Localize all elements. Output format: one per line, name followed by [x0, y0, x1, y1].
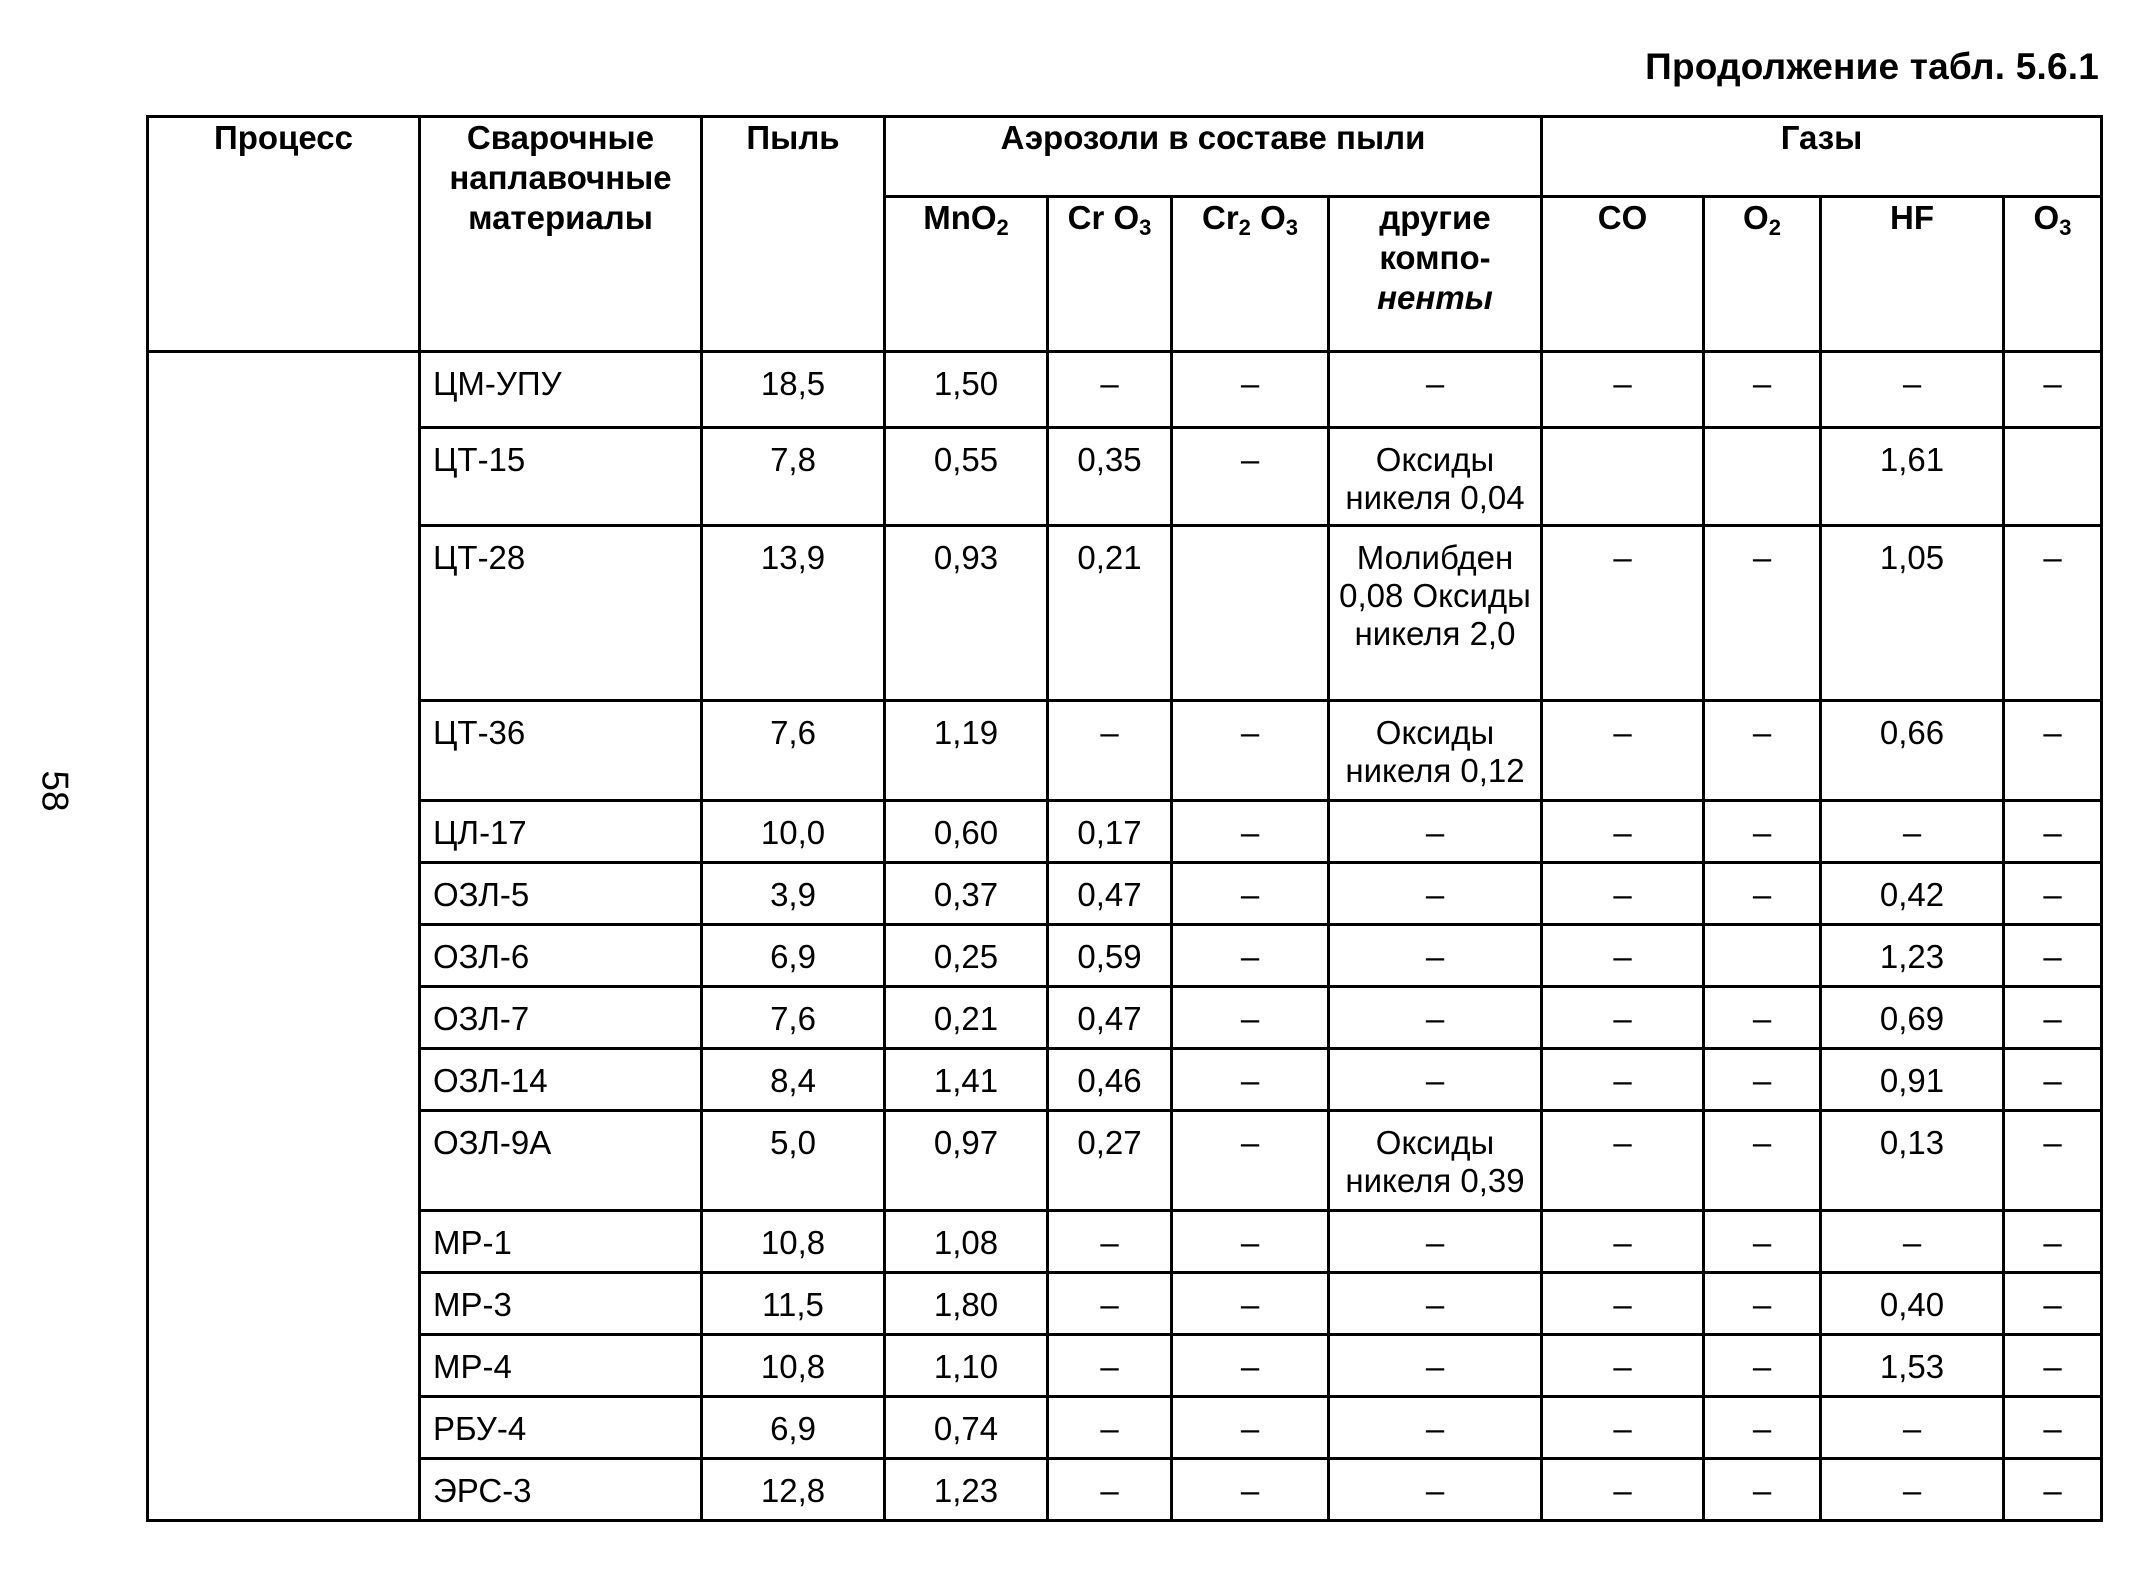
- cell-o2: –: [1704, 1049, 1821, 1111]
- cell-other: –: [1329, 1397, 1542, 1459]
- cell-o3: –: [2004, 1211, 2102, 1273]
- cell-o3: –: [2004, 925, 2102, 987]
- cell-co: –: [1542, 1335, 1704, 1397]
- cell-other: –: [1329, 1335, 1542, 1397]
- table-caption: Продолжение табл. 5.6.1: [1645, 46, 2099, 87]
- cell-hf: –: [1821, 1211, 2004, 1273]
- header-gases: Газы: [1542, 117, 2102, 197]
- cell-o3: –: [2004, 1111, 2102, 1211]
- table-row: [148, 987, 2102, 1049]
- header-materials: Сварочные наплавочные материалы: [420, 117, 702, 352]
- table-row: [148, 863, 2102, 925]
- cell-dust: 7,8: [702, 428, 885, 526]
- cell-o3: –: [2004, 863, 2102, 925]
- cell-hf: 1,05: [1821, 526, 2004, 701]
- cell-o3: –: [2004, 1397, 2102, 1459]
- header-process: Процесс: [148, 117, 420, 352]
- cell-other: Оксиды никеля 0,04: [1329, 428, 1542, 526]
- cell-cro3: –: [1048, 1211, 1172, 1273]
- cell-cro3: –: [1048, 701, 1172, 801]
- cell-material: ЦТ-28: [420, 526, 702, 701]
- cell-o2: –: [1704, 1111, 1821, 1211]
- cell-material: МР-3: [420, 1273, 702, 1335]
- cell-co: –: [1542, 1111, 1704, 1211]
- header-mno2: MnO$_2$: [885, 197, 1048, 352]
- header-o2: $O_2$: [1704, 197, 1821, 352]
- cell-cr2o3: –: [1172, 1459, 1329, 1521]
- cell-co: –: [1542, 701, 1704, 801]
- table-row: [148, 1335, 2102, 1397]
- cell-cr2o3: –: [1172, 1111, 1329, 1211]
- table-row: [148, 1397, 2102, 1459]
- cell-co: –: [1542, 1397, 1704, 1459]
- cell-material: ЭРС-3: [420, 1459, 702, 1521]
- cell-material: ОЗЛ-7: [420, 987, 702, 1049]
- cell-hf: 0,66: [1821, 701, 2004, 801]
- cell-hf: 1,61: [1821, 428, 2004, 526]
- cell-co: –: [1542, 863, 1704, 925]
- header-row-1: [148, 117, 2102, 197]
- cell-other: –: [1329, 1273, 1542, 1335]
- cell-mno2: 0,21: [885, 987, 1048, 1049]
- cell-mno2: 1,23: [885, 1459, 1048, 1521]
- cell-material: МР-4: [420, 1335, 702, 1397]
- cell-dust: 5,0: [702, 1111, 885, 1211]
- page-number: 58: [34, 770, 76, 812]
- header-hf: HF: [1821, 197, 2004, 352]
- cell-cro3: –: [1048, 1397, 1172, 1459]
- cell-co: –: [1542, 1049, 1704, 1111]
- cell-hf: 1,53: [1821, 1335, 2004, 1397]
- cell-dust: 10,8: [702, 1211, 885, 1273]
- table-row: [148, 1273, 2102, 1335]
- cell-o3: –: [2004, 1335, 2102, 1397]
- cell-material: РБУ-4: [420, 1397, 702, 1459]
- cell-mno2: 0,60: [885, 801, 1048, 863]
- cell-cro3: –: [1048, 1459, 1172, 1521]
- cell-material: ЦТ-15: [420, 428, 702, 526]
- cell-o3: –: [2004, 1273, 2102, 1335]
- cell-mno2: 1,19: [885, 701, 1048, 801]
- cell-co: –: [1542, 925, 1704, 987]
- cell-other: –: [1329, 801, 1542, 863]
- cell-mno2: 1,08: [885, 1211, 1048, 1273]
- cell-cr2o3: –: [1172, 925, 1329, 987]
- cell-o2: –: [1704, 1273, 1821, 1335]
- header-cr2o3: $Cr_2$ $O_3$: [1172, 197, 1329, 352]
- cell-cro3: –: [1048, 1335, 1172, 1397]
- header-aerosols: Аэрозоли в составе пыли: [885, 117, 1542, 197]
- cell-o2: –: [1704, 987, 1821, 1049]
- cell-dust: 18,5: [702, 352, 885, 428]
- cell-other: –: [1329, 925, 1542, 987]
- cell-hf: –: [1821, 801, 2004, 863]
- cell-co: –: [1542, 1273, 1704, 1335]
- cell-hf: 0,69: [1821, 987, 2004, 1049]
- cell-cr2o3: –: [1172, 352, 1329, 428]
- header-cro3: Cr $O_3$: [1048, 197, 1172, 352]
- cell-o3: [2004, 428, 2102, 526]
- cell-dust: 8,4: [702, 1049, 885, 1111]
- cell-cr2o3: –: [1172, 987, 1329, 1049]
- cell-o2: –: [1704, 352, 1821, 428]
- cell-mno2: 1,10: [885, 1335, 1048, 1397]
- cell-o2: –: [1704, 863, 1821, 925]
- cell-other: –: [1329, 1049, 1542, 1111]
- cell-o3: –: [2004, 1459, 2102, 1521]
- table-row: [148, 1459, 2102, 1521]
- cell-cro3: 0,47: [1048, 987, 1172, 1049]
- cell-co: –: [1542, 801, 1704, 863]
- cell-co: [1542, 428, 1704, 526]
- cell-co: –: [1542, 526, 1704, 701]
- cell-o3: –: [2004, 352, 2102, 428]
- cell-cr2o3: [1172, 526, 1329, 701]
- cell-mno2: 0,97: [885, 1111, 1048, 1211]
- cell-o2: –: [1704, 1459, 1821, 1521]
- cell-cro3: 0,17: [1048, 801, 1172, 863]
- cell-cro3: –: [1048, 1273, 1172, 1335]
- cell-cr2o3: –: [1172, 1211, 1329, 1273]
- cell-hf: 0,40: [1821, 1273, 2004, 1335]
- cell-material: ЦТ-36: [420, 701, 702, 801]
- cell-dust: 10,8: [702, 1335, 885, 1397]
- header-co: CO: [1542, 197, 1704, 352]
- cell-dust: 3,9: [702, 863, 885, 925]
- cell-cro3: 0,35: [1048, 428, 1172, 526]
- cell-cr2o3: –: [1172, 1049, 1329, 1111]
- cell-other: –: [1329, 352, 1542, 428]
- header-other-components: другие компо- ненты: [1329, 197, 1542, 352]
- cell-co: –: [1542, 1211, 1704, 1273]
- cell-mno2: 1,41: [885, 1049, 1048, 1111]
- cell-cr2o3: –: [1172, 701, 1329, 801]
- cell-o2: –: [1704, 1397, 1821, 1459]
- emissions-table: [146, 115, 2103, 1522]
- cell-cro3: 0,47: [1048, 863, 1172, 925]
- table-row: [148, 526, 2102, 701]
- cell-cro3: 0,27: [1048, 1111, 1172, 1211]
- cell-hf: 1,23: [1821, 925, 2004, 987]
- cell-material: ЦЛ-17: [420, 801, 702, 863]
- cell-mno2: 0,55: [885, 428, 1048, 526]
- cell-o3: –: [2004, 1049, 2102, 1111]
- cell-dust: 10,0: [702, 801, 885, 863]
- table-row: [148, 801, 2102, 863]
- cell-dust: 11,5: [702, 1273, 885, 1335]
- cell-cr2o3: –: [1172, 863, 1329, 925]
- table-row: [148, 352, 2102, 428]
- process-cell: [148, 352, 420, 1521]
- cell-co: –: [1542, 987, 1704, 1049]
- cell-other: –: [1329, 987, 1542, 1049]
- cell-o2: [1704, 925, 1821, 987]
- cell-cro3: 0,59: [1048, 925, 1172, 987]
- header-o3: $O_3$: [2004, 197, 2102, 352]
- cell-other: Оксиды никеля 0,12: [1329, 701, 1542, 801]
- cell-material: ЦМ-УПУ: [420, 352, 702, 428]
- table-row: [148, 1211, 2102, 1273]
- cell-co: –: [1542, 1459, 1704, 1521]
- cell-o3: –: [2004, 987, 2102, 1049]
- cell-hf: –: [1821, 1459, 2004, 1521]
- cell-material: ОЗЛ-5: [420, 863, 702, 925]
- cell-cr2o3: –: [1172, 428, 1329, 526]
- cell-o2: [1704, 428, 1821, 526]
- cell-o2: –: [1704, 526, 1821, 701]
- table-row: [148, 1111, 2102, 1211]
- cell-dust: 12,8: [702, 1459, 885, 1521]
- cell-hf: –: [1821, 352, 2004, 428]
- table-row: [148, 701, 2102, 801]
- cell-dust: 7,6: [702, 987, 885, 1049]
- cell-o3: –: [2004, 701, 2102, 801]
- cell-o2: –: [1704, 701, 1821, 801]
- cell-o2: –: [1704, 1211, 1821, 1273]
- cell-cr2o3: –: [1172, 1335, 1329, 1397]
- cell-other: Молибден 0,08 Оксиды никеля 2,0: [1329, 526, 1542, 701]
- cell-mno2: 1,80: [885, 1273, 1048, 1335]
- cell-mno2: 0,37: [885, 863, 1048, 925]
- cell-hf: 0,13: [1821, 1111, 2004, 1211]
- cell-cro3: 0,21: [1048, 526, 1172, 701]
- cell-material: ОЗЛ-9А: [420, 1111, 702, 1211]
- cell-other: –: [1329, 863, 1542, 925]
- cell-co: –: [1542, 352, 1704, 428]
- cell-material: ОЗЛ-6: [420, 925, 702, 987]
- cell-dust: 6,9: [702, 925, 885, 987]
- cell-other: Оксиды никеля 0,39: [1329, 1111, 1542, 1211]
- cell-cr2o3: –: [1172, 1397, 1329, 1459]
- cell-cr2o3: –: [1172, 1273, 1329, 1335]
- cell-other: –: [1329, 1211, 1542, 1273]
- cell-mno2: 0,93: [885, 526, 1048, 701]
- cell-hf: 0,42: [1821, 863, 2004, 925]
- cell-o2: –: [1704, 1335, 1821, 1397]
- cell-mno2: 1,50: [885, 352, 1048, 428]
- cell-dust: 7,6: [702, 701, 885, 801]
- cell-other: –: [1329, 1459, 1542, 1521]
- cell-dust: 6,9: [702, 1397, 885, 1459]
- cell-cro3: 0,46: [1048, 1049, 1172, 1111]
- table-row: [148, 925, 2102, 987]
- cell-hf: –: [1821, 1397, 2004, 1459]
- cell-material: ОЗЛ-14: [420, 1049, 702, 1111]
- cell-cr2o3: –: [1172, 801, 1329, 863]
- header-dust: Пыль: [702, 117, 885, 352]
- table-row: [148, 1049, 2102, 1111]
- cell-mno2: 0,74: [885, 1397, 1048, 1459]
- cell-hf: 0,91: [1821, 1049, 2004, 1111]
- cell-mno2: 0,25: [885, 925, 1048, 987]
- cell-o3: –: [2004, 801, 2102, 863]
- cell-o2: –: [1704, 801, 1821, 863]
- cell-dust: 13,9: [702, 526, 885, 701]
- table-row: [148, 428, 2102, 526]
- cell-cro3: –: [1048, 352, 1172, 428]
- cell-material: МР-1: [420, 1211, 702, 1273]
- cell-o3: –: [2004, 526, 2102, 701]
